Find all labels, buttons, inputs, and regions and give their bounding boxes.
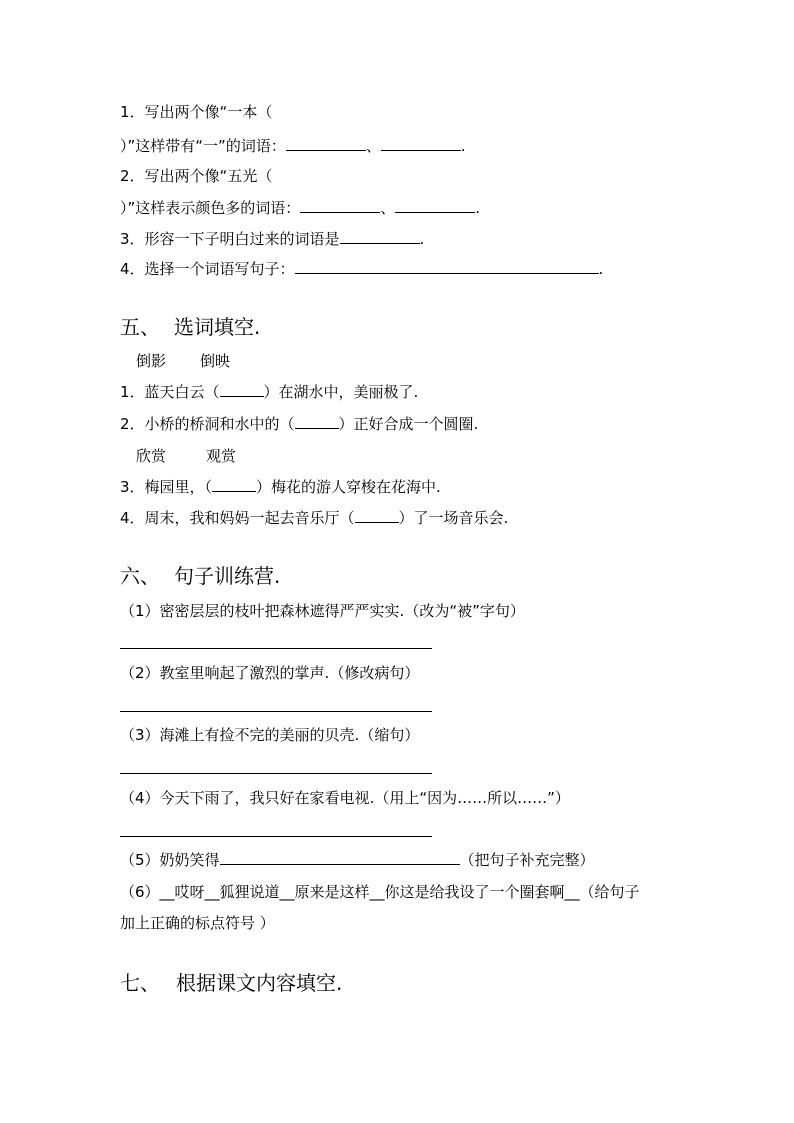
answer-line[interactable] bbox=[120, 648, 432, 649]
answer-blank[interactable] bbox=[300, 198, 380, 213]
answer-blank[interactable] bbox=[286, 136, 366, 151]
sentence-task-6-line-1: （6）__哎呀__狐狸说道__原来是这样__你这是给我设了一个圈套啊__（给句子 bbox=[120, 883, 640, 901]
word-choice: 倒影 bbox=[136, 352, 167, 370]
fill-question-2 bbox=[120, 414, 478, 434]
fill-question-1 bbox=[120, 382, 418, 402]
section-6-title: 句子训练营. bbox=[174, 564, 281, 588]
section-6-heading bbox=[120, 563, 280, 589]
section-5-title: 选词填空. bbox=[174, 315, 261, 339]
section-5-number: 五、 bbox=[120, 315, 160, 339]
sentence-task-6-line-2: 加上正确的标点符号 ） bbox=[120, 914, 275, 932]
word-choice: 观赏 bbox=[206, 447, 237, 465]
answer-blank[interactable] bbox=[212, 477, 256, 492]
question-4-text: 4．选择一个词语写句子： bbox=[120, 260, 295, 278]
word-choice: 欣赏 bbox=[136, 447, 167, 465]
question-1-text-b: ）”这样带有“一”的词语： bbox=[120, 137, 286, 155]
question-3-text: 3．形容一下子明白过来的词语是 bbox=[120, 230, 340, 248]
question-2-line-2 bbox=[120, 198, 480, 218]
word-choice-group-1 bbox=[136, 351, 230, 371]
period: . bbox=[419, 230, 425, 248]
sentence-task-3: （3）海滩上有捡不完的美丽的贝壳.（缩句） bbox=[120, 726, 420, 744]
word-choice-group-2 bbox=[136, 446, 236, 466]
fill-question-4-post: ）了一场音乐会. bbox=[398, 509, 509, 527]
question-2-text-b: ）”这样表示颜色多的词语： bbox=[120, 199, 301, 217]
period: . bbox=[475, 199, 481, 217]
period: . bbox=[460, 137, 466, 155]
fill-question-2-post: ）正好合成一个圆圈. bbox=[338, 415, 479, 433]
question-1-line-2 bbox=[120, 136, 466, 156]
sentence-task-2: （2）教室里响起了激烈的掌声.（修改病句） bbox=[120, 664, 420, 682]
section-7-heading bbox=[120, 970, 342, 996]
answer-line[interactable] bbox=[120, 773, 432, 774]
separator: 、 bbox=[380, 199, 396, 217]
section-6-number: 六、 bbox=[120, 564, 160, 588]
question-2-text-a: 2．写出两个像“五光（ bbox=[120, 167, 273, 185]
question-1-text-a: 1．写出两个像“一本（ bbox=[120, 103, 273, 121]
answer-line[interactable] bbox=[120, 836, 432, 837]
sentence-task-5 bbox=[120, 850, 595, 870]
question-4 bbox=[120, 259, 603, 279]
fill-question-2-pre: 2．小桥的桥洞和水中的（ bbox=[120, 415, 295, 433]
section-7-number: 七、 bbox=[120, 971, 160, 995]
fill-question-3 bbox=[120, 477, 441, 497]
answer-blank[interactable] bbox=[355, 508, 399, 523]
answer-blank[interactable] bbox=[295, 414, 339, 429]
section-7-title: 根据课文内容填空. bbox=[176, 971, 343, 995]
answer-blank[interactable] bbox=[295, 259, 599, 274]
answer-blank[interactable] bbox=[340, 229, 420, 244]
sentence-task-4: （4）今天下雨了，我只好在家看电视.（用上“因为……所以……”） bbox=[120, 789, 570, 807]
question-2-line-1 bbox=[120, 166, 272, 186]
sentence-task-1: （1）密密层层的枝叶把森林遮得严严实实.（改为“被”字句） bbox=[120, 602, 525, 620]
period: . bbox=[598, 260, 604, 278]
word-choice: 倒映 bbox=[200, 352, 231, 370]
fill-question-3-pre: 3．梅园里，（ bbox=[120, 478, 213, 496]
sentence-task-5-post: （把句子补充完整） bbox=[459, 851, 595, 869]
fill-question-3-post: ）梅花的游人穿梭在花海中. bbox=[256, 478, 441, 496]
answer-blank[interactable] bbox=[381, 136, 461, 151]
fill-question-4-pre: 4．周末，我和妈妈一起去音乐厅（ bbox=[120, 509, 355, 527]
fill-question-1-pre: 1．蓝天白云（ bbox=[120, 383, 220, 401]
fill-question-1-post: ）在湖水中，美丽极了. bbox=[263, 383, 419, 401]
sentence-task-5-pre: （5）奶奶笑得 bbox=[120, 851, 220, 869]
answer-blank[interactable] bbox=[220, 850, 460, 865]
question-1-line-1 bbox=[120, 102, 272, 122]
question-3 bbox=[120, 229, 424, 249]
section-5-heading bbox=[120, 314, 260, 340]
answer-blank[interactable] bbox=[220, 382, 264, 397]
separator: 、 bbox=[365, 137, 381, 155]
answer-blank[interactable] bbox=[395, 198, 475, 213]
answer-line[interactable] bbox=[120, 711, 432, 712]
fill-question-4 bbox=[120, 508, 508, 528]
